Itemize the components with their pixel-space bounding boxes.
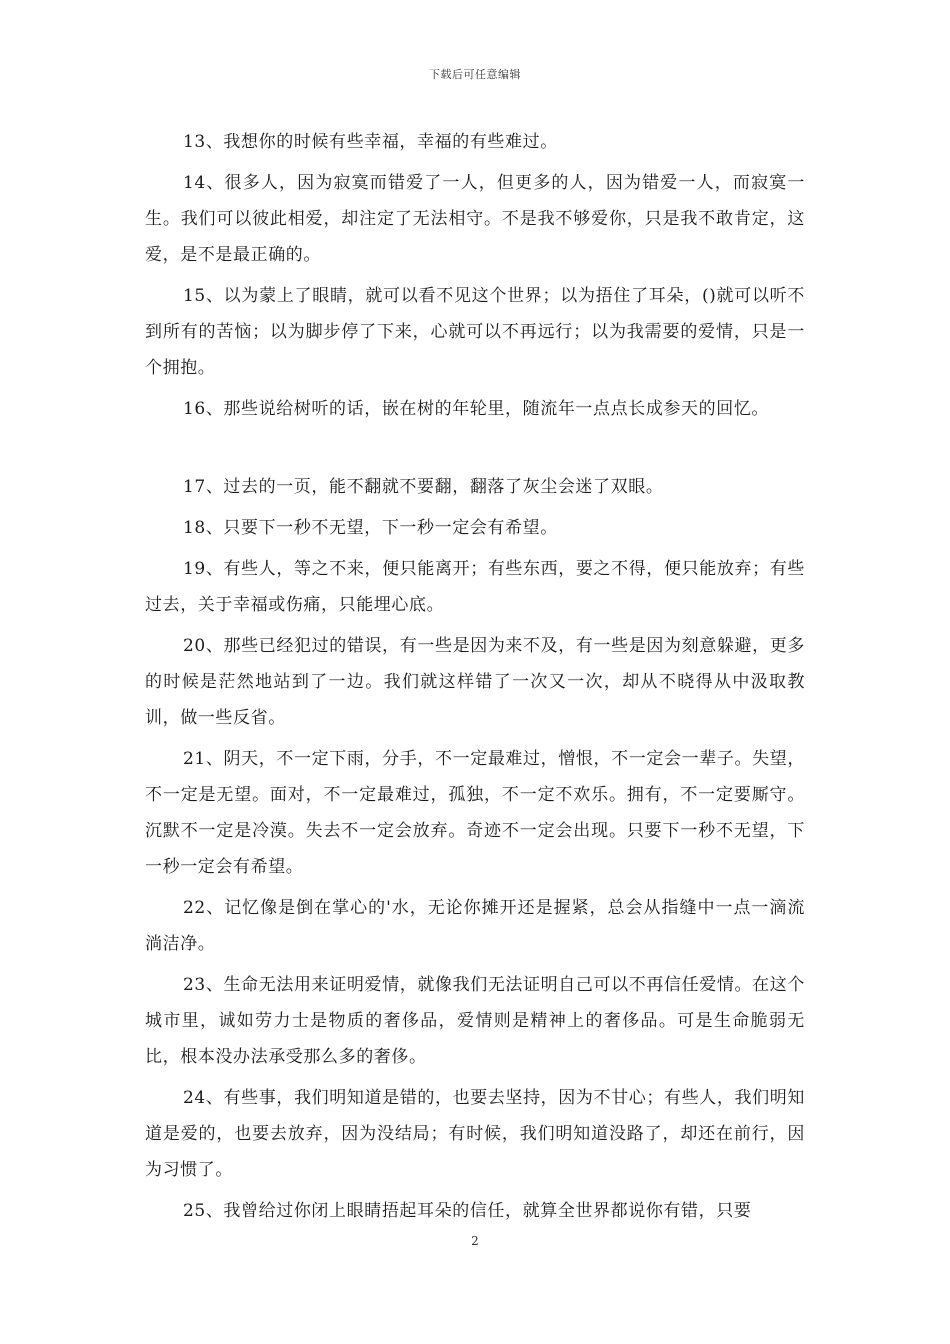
paragraph-18: 18、只要下一秒不无望，下一秒一定会有希望。 [183, 518, 558, 538]
paragraph-22: 22、记忆像是倒在掌心的'水，无论你摊开还是握紧，总会从指缝中一点一滴流淌洁净。 [145, 898, 805, 954]
document-body [145, 124, 805, 1234]
paragraph-15: 15、以为蒙上了眼睛，就可以看不见这个世界；以为捂住了耳朵，()就可以听不到所有的苦恼；以为脚步停了下来，心就可以不再远行；以为我需要的爱情，只是一个拥抱。 [145, 286, 805, 378]
paragraph-16: 16、那些说给树听的话，嵌在树的年轮里，随流年一点点长成参天的回忆。 [183, 399, 770, 419]
paragraph-24: 24、有些事，我们明知道是错的，也要去坚持，因为不甘心；有些人，我们明知道是爱的，也要去放弃，因为没结局；有时候，我们明知道没路了，却还在前行，因为习惯了。 [145, 1088, 805, 1180]
paragraph-14: 14、很多人，因为寂寞而错爱了一人，但更多的人，因为错爱一人，而寂寞一生。我们可以彼此相爱，却注定了无法相守。不是我不够爱你，只是我不敢肯定，这爱，是不是最正确的。 [145, 173, 805, 265]
paragraph-25: 25、我曾给过你闭上眼睛捂起耳朵的信任，就算全世界都说你有错，只要 [183, 1201, 752, 1221]
page-number: 2 [471, 1234, 479, 1248]
paragraph-19: 19、有些人，等之不来，便只能离开；有些东西，要之不得，便只能放弃；有些过去，关于幸福或伤痛，只能埋心底。 [145, 559, 805, 615]
page-header: 下载后可任意编辑 [429, 68, 521, 81]
paragraph-13: 13、我想你的时候有些幸福，幸福的有些难过。 [183, 132, 558, 152]
paragraph-17: 17、过去的一页，能不翻就不要翻，翻落了灰尘会迷了双眼。 [183, 477, 664, 497]
paragraph-23: 23、生命无法用来证明爱情，就像我们无法证明自己可以不再信任爱情。在这个城市里，诚如劳力士是物质的奢侈品，爱情则是精神上的奢侈品。可是生命脆弱无比，根本没办法承受那么多的奢侈。 [145, 975, 805, 1067]
paragraph-21: 21、阴天，不一定下雨，分手，不一定最难过，憎恨，不一定会一辈子。失望，不一定是无望。面对，不一定最难过，孤独，不一定不欢乐。拥有，不一定要厮守。沉默不一定是冷漠。失去不一定会放弃。奇迹不一定会出现。只要下一秒不无望，下一秒一定会有希望。 [145, 749, 805, 877]
paragraph-20: 20、那些已经犯过的错误，有一些是因为来不及，有一些是因为刻意躲避，更多的时候是茫然地站到了一边。我们就这样错了一次又一次，却从不晓得从中汲取教训，做一些反省。 [145, 636, 805, 728]
